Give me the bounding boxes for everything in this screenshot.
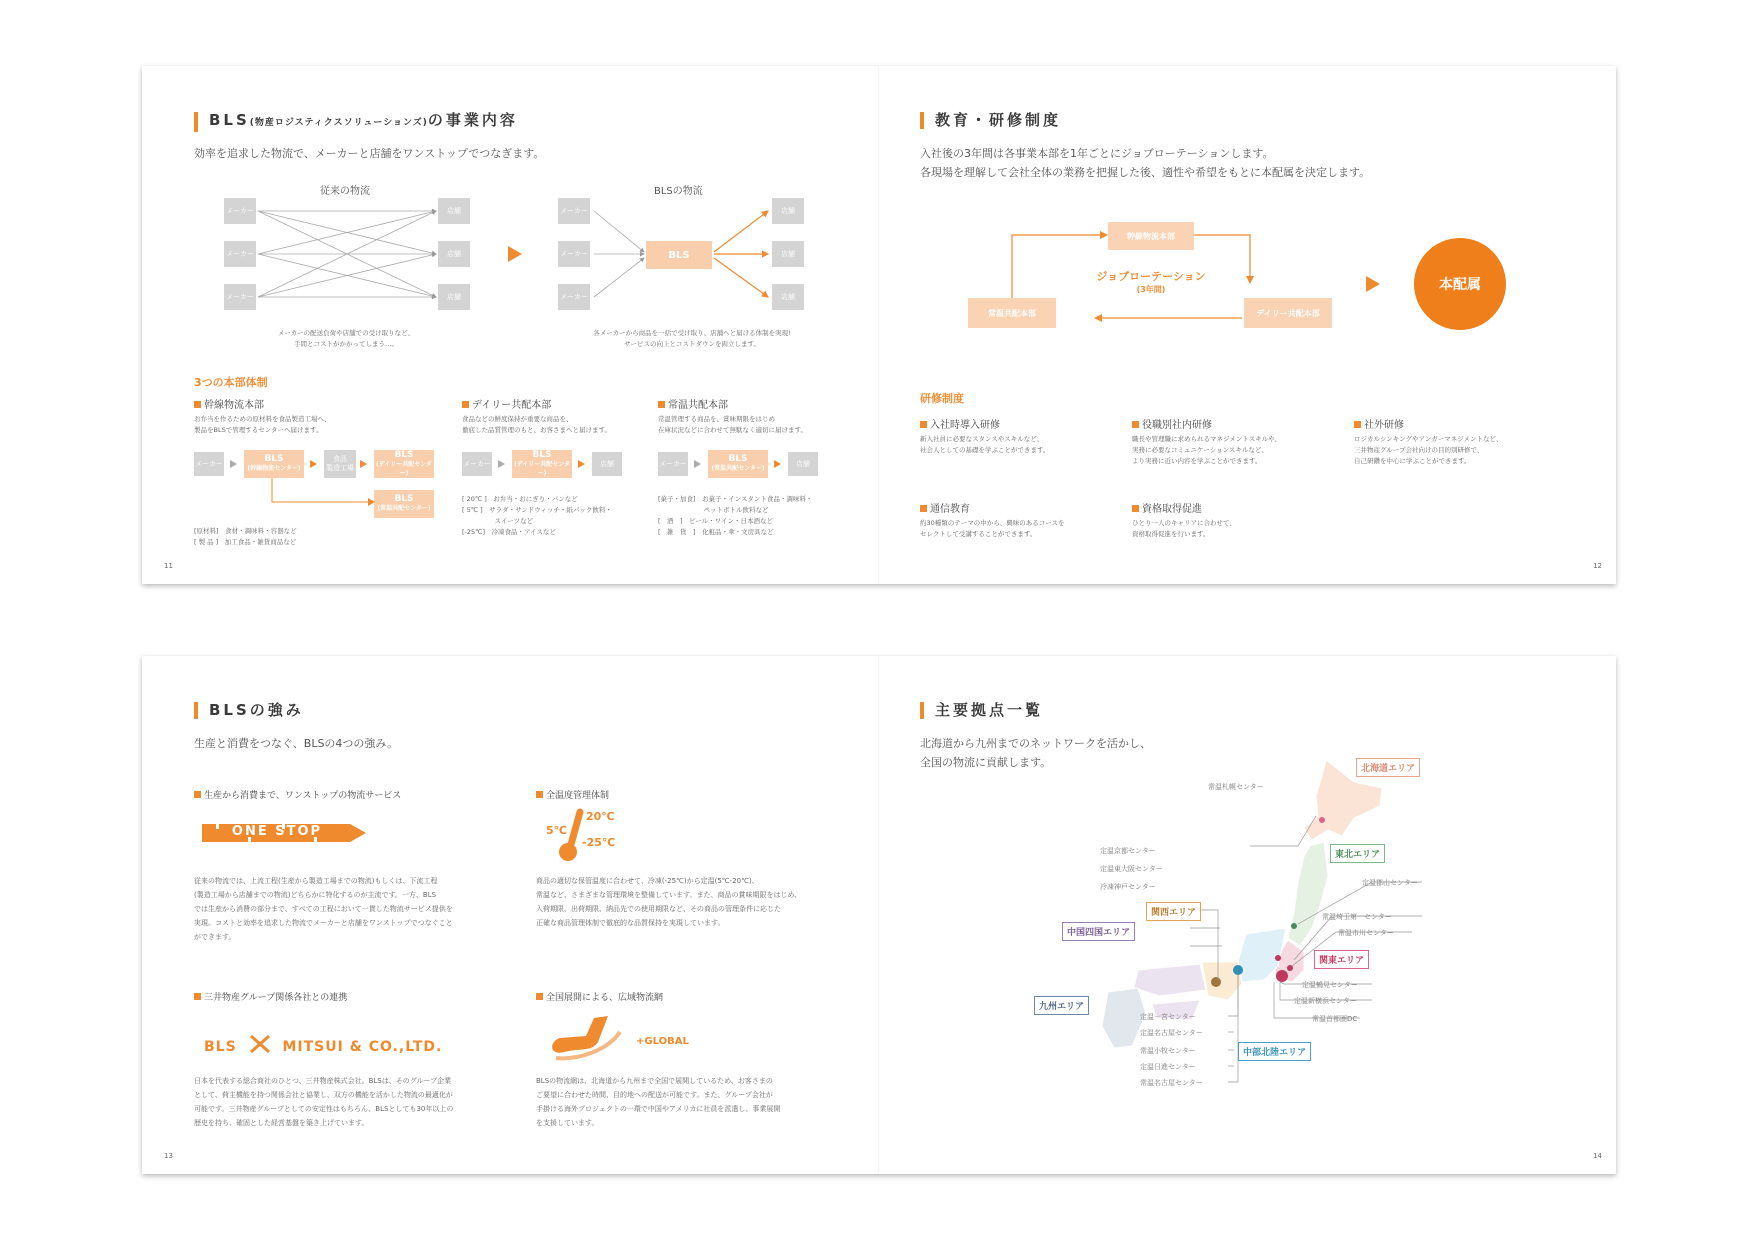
flow-store: 店舗: [788, 452, 818, 476]
bls-hub-box: BLS: [646, 241, 712, 269]
strength1-desc: 従来の物流では、上流工程(生産から製造工場までの物流)もしくは、下流工程 (製造工場から店舗までの物流)どちらかに特化するのが主流です。一方、BLS では生産から消費の部分まで、すべての工程において一貫した物流サービス提供を 実現。コストと効率を追求した物流でメーカーと店舗をワンストップでつなぐこと ができます。: [194, 877, 453, 941]
flow-maker: メーカー: [462, 452, 492, 476]
flow-store: 店舗: [592, 452, 622, 476]
strength1-title: 生産から消費まで、ワンストップの物流サービス: [194, 788, 401, 801]
area-kanto: 関東エリア: [1314, 950, 1369, 969]
division3-items: [菓子・加食] お菓子・インスタント食品・調味料・ ペットボトル飲料など [ 酒 ] ビール・ワイン・日本酒など [ 雑 貨 ] 化粧品・傘・文房具など: [658, 495, 813, 536]
maker-box: メーカー: [558, 284, 590, 310]
area-chubu-hokuriku: 中部北陸エリア: [1238, 1042, 1311, 1061]
strength2-desc: 商品の適切な保管温度に合わせて、冷凍(-25℃)から定温(5℃-20℃)、 常温など、さまざまな管理環境を整備しています。また、商品の賞味期限をはじめ、 入荷期限、出荷期限、納品先での使用期限など、その商品の管理条件に応じた 正確な商品管理体制で徹底的な品質保持を実現しています。: [536, 877, 802, 927]
lead-text: 入社後の3年間は各事業本部を1年ごとにジョブローテーションします。 各現場を理解して会社全体の業務を把握した後、適性や希望をもとに本配属を決定します。: [920, 147, 1371, 179]
center-label: 常温埼玉第一センター: [1322, 913, 1392, 921]
bls-logistics-title: BLSの物流: [654, 186, 703, 197]
rotation-arrows: [1002, 226, 1302, 326]
bls-mitsui-logo: BLS MITSUI & CO.,LTD.: [204, 1034, 442, 1055]
store-box: 店舗: [772, 284, 804, 310]
area-kansai: 関西エリア: [1146, 902, 1201, 921]
bls-note: 各メーカーから商品を一括で受け取り、店舗へと届ける体制を実現! サービスの向上とコストダウンを両立します。: [593, 329, 791, 348]
spread-gutter: [878, 66, 880, 584]
maker-box: メーカー: [558, 198, 590, 224]
flow-food-factory: 食品 製造工場: [324, 450, 356, 478]
training2-desc: 職長や管理職に求められるマネジメントスキルや、 実務に必要なコミュニケーションスキルなど、 より実務に近い内容を学ぶことができます。: [1132, 435, 1282, 465]
lead-text: 効率を追求した物流で、メーカーと店舗をワンストップでつなぎます。: [194, 147, 545, 160]
strength2-title: 全温度管理体制: [536, 788, 609, 801]
store-box: 店舗: [772, 198, 804, 224]
division1-desc: お弁当を作るための原材料を食品製造工場へ、 製品をBLSで管理するセンターへ届けます。: [194, 415, 331, 434]
branch-arrow: [270, 478, 376, 506]
training5-title: 資格取得促進: [1132, 500, 1202, 515]
division2-desc: 食品などの鮮度保持が重要な商品を、 徹底した品質管理のもと、お客さまへと届けます。: [462, 415, 611, 434]
right-triangle-icon: [360, 460, 367, 468]
center-label: 常温首都圏DC: [1312, 1015, 1358, 1023]
spread-pages-11-12: [142, 66, 1616, 584]
right-triangle-icon: [508, 246, 522, 262]
center-label: 定温東大阪センター: [1100, 865, 1163, 873]
maker-box: メーカー: [224, 198, 256, 224]
cross-icon: [249, 1034, 271, 1054]
center-label: 定温一宮センター: [1140, 1013, 1196, 1021]
store-box: 店舗: [438, 241, 470, 267]
spread-gutter: [878, 656, 880, 1174]
conventional-title: 従来の物流: [320, 186, 370, 197]
training3-title: 社外研修: [1354, 416, 1404, 431]
center-label: 定温新横浜センター: [1294, 997, 1357, 1005]
rotation-ambient-box: 常温共配本部: [968, 298, 1056, 328]
training4-title: 通信教育: [920, 500, 970, 515]
page-title: BLS(物産ロジスティクスソリューションズ)の事業内容: [194, 112, 518, 132]
flow-maker: メーカー: [194, 452, 224, 476]
right-triangle-icon: [1366, 276, 1380, 292]
division2-title: デイリー共配本部: [462, 396, 551, 411]
center-label: 定温鶴見センター: [1302, 981, 1358, 989]
maker-box: メーカー: [224, 241, 256, 267]
right-triangle-icon: [310, 460, 317, 468]
spread-pages-13-14: [142, 656, 1616, 1174]
lead-text: 生産と消費をつなぐ、BLSの4つの強み。: [194, 737, 399, 750]
rotation-trunk-box: 幹線物流本部: [1108, 222, 1194, 250]
center-label: 常温市川センター: [1338, 929, 1394, 937]
page-number: 14: [1593, 1152, 1602, 1160]
page-title: 主要拠点一覧: [920, 702, 1043, 719]
center-label: 常温名古屋センター: [1140, 1079, 1203, 1087]
page-number: 11: [164, 562, 173, 570]
rotation-daily-box: デイリー共配本部: [1244, 298, 1332, 328]
global-label: +GLOBAL: [636, 1036, 689, 1047]
strength3-desc: 日本を代表する総合商社のひとつ、三井物産株式会社。BLSは、そのグループ企業 として、荷主機能を持つ関係会社と協業し、双方の機能を活かした物流の最適化が 可能です。三井物産グループとしての安定性はもちろん、BLSとしても30年以上の 歴史を持ち、確固とした経営基盤を築き上げています。: [194, 1077, 454, 1127]
strength4-title: 全国展開による、広域物流網: [536, 990, 663, 1003]
maker-box: メーカー: [558, 241, 590, 267]
area-kyushu: 九州エリア: [1034, 996, 1089, 1015]
store-box: 店舗: [438, 198, 470, 224]
division3-desc: 常温管理する商品を、賞味期限をはじめ 在庫状況などに合わせて無駄なく適切に届けます。: [658, 415, 807, 434]
right-triangle-icon: [578, 460, 585, 468]
division3-title: 常温共配本部: [658, 396, 728, 411]
page-number: 12: [1593, 562, 1602, 570]
center-label: 定温京都センター: [1100, 847, 1156, 855]
temp-minus25c: -25℃: [582, 836, 616, 849]
temp-5c: 5℃: [546, 824, 567, 837]
training4-desc: 約30種類のテーマの中から、興味のあるコースを セレクトして受講することができます。: [920, 519, 1065, 538]
maker-box: メーカー: [224, 284, 256, 310]
page-title: 教育・研修制度: [920, 112, 1061, 129]
flow-bls-ambient: BLS (常温共配センター): [374, 490, 434, 518]
division1-items: [原材料] 食材・調味料・容器など [ 製 品 ] 加工食品・雑貨商品など: [194, 527, 297, 546]
center-label: 冷凍神戸センター: [1100, 883, 1156, 891]
area-chugoku-shikoku: 中国四国エリア: [1062, 922, 1135, 941]
flow-bls-ambient: BLS (常温共配センター): [708, 450, 768, 478]
center-label: 定温名古屋センター: [1140, 1029, 1203, 1037]
center-label: 定温郡山センター: [1362, 879, 1418, 887]
japan-global-icon: [546, 1012, 626, 1062]
right-triangle-icon: [774, 460, 781, 468]
temp-20c: 20℃: [586, 810, 615, 823]
division1-title: 幹線物流本部: [194, 396, 264, 411]
store-box: 店舗: [438, 284, 470, 310]
right-triangle-icon: [694, 460, 701, 468]
training1-title: 入社時導入研修: [920, 416, 1000, 431]
conventional-note: メーカーの配送負荷や店舗での受け取りなど、 手間とコストがかかってしまう…。: [277, 329, 415, 348]
area-tohoku: 東北エリア: [1330, 844, 1385, 863]
rotation-label: ジョブローテーション (3年間): [1096, 270, 1206, 294]
center-label: 定温日進センター: [1140, 1063, 1196, 1071]
lead-text: 北海道から九州までのネットワークを活かし、 全国の物流に貢献します。: [920, 737, 1151, 769]
center-label: 常温小牧センター: [1140, 1047, 1196, 1055]
right-triangle-icon: [498, 460, 505, 468]
center-label: 常温札幌センター: [1208, 783, 1264, 791]
one-stop-label: ONE STOP: [231, 824, 323, 839]
training1-desc: 新入社員に必要なスタンスやスキルなど、 社会人としての基礎を学ぶことができます。: [920, 435, 1050, 454]
japan-map: [1042, 756, 1462, 1166]
strength4-desc: BLSの物流網は、北海道から九州まで全国で展開しているため、お客さまの ご要望に合わせた時間、目的地への配送が可能です。また、グループ会社が 手掛ける海外プロジェクトの一環で中国やアメリカに社員を派遣し、事業展開 を支援しています。: [536, 1077, 781, 1127]
final-assignment-circle: 本配属: [1414, 238, 1506, 330]
flow-bls-trunk: BLS (幹線物流センター): [244, 450, 304, 478]
flow-bls-daily: BLS (デイリー共配センター): [375, 449, 433, 477]
conventional-arrows: [256, 196, 438, 314]
training3-desc: ロジカルシンキングやアンガーマネジメントなど、 三井物産グループ会社向けの目的別研修で、 自己研鑽を中心に学ぶことができます。: [1354, 435, 1503, 465]
bls-arrows: [590, 196, 772, 314]
training-heading: 研修制度: [920, 392, 964, 405]
strength3-title: 三井物産グループ関係各社との連携: [194, 990, 347, 1003]
training5-desc: ひとり一人のキャリアに合わせて、 資格取得促進を行います。: [1132, 519, 1236, 538]
area-hokkaido: 北海道エリア: [1356, 758, 1420, 777]
store-box: 店舗: [772, 241, 804, 267]
divisions-heading: 3つの本部体制: [194, 376, 268, 389]
flow-bls-daily: BLS (デイリー共配センター): [513, 449, 571, 477]
flow-maker: メーカー: [658, 452, 688, 476]
division2-items: [ 20℃ ] お弁当・おにぎり・パンなど [ 5℃ ] サラダ・サンドウィッチ・紙パック飲料・ スイーツなど [-25℃] 冷凍食品・アイスなど: [462, 495, 612, 536]
page-number: 13: [164, 1152, 173, 1160]
right-triangle-icon: [230, 460, 237, 468]
page-title: BLSの強み: [194, 702, 304, 719]
training2-title: 役職別社内研修: [1132, 416, 1212, 431]
